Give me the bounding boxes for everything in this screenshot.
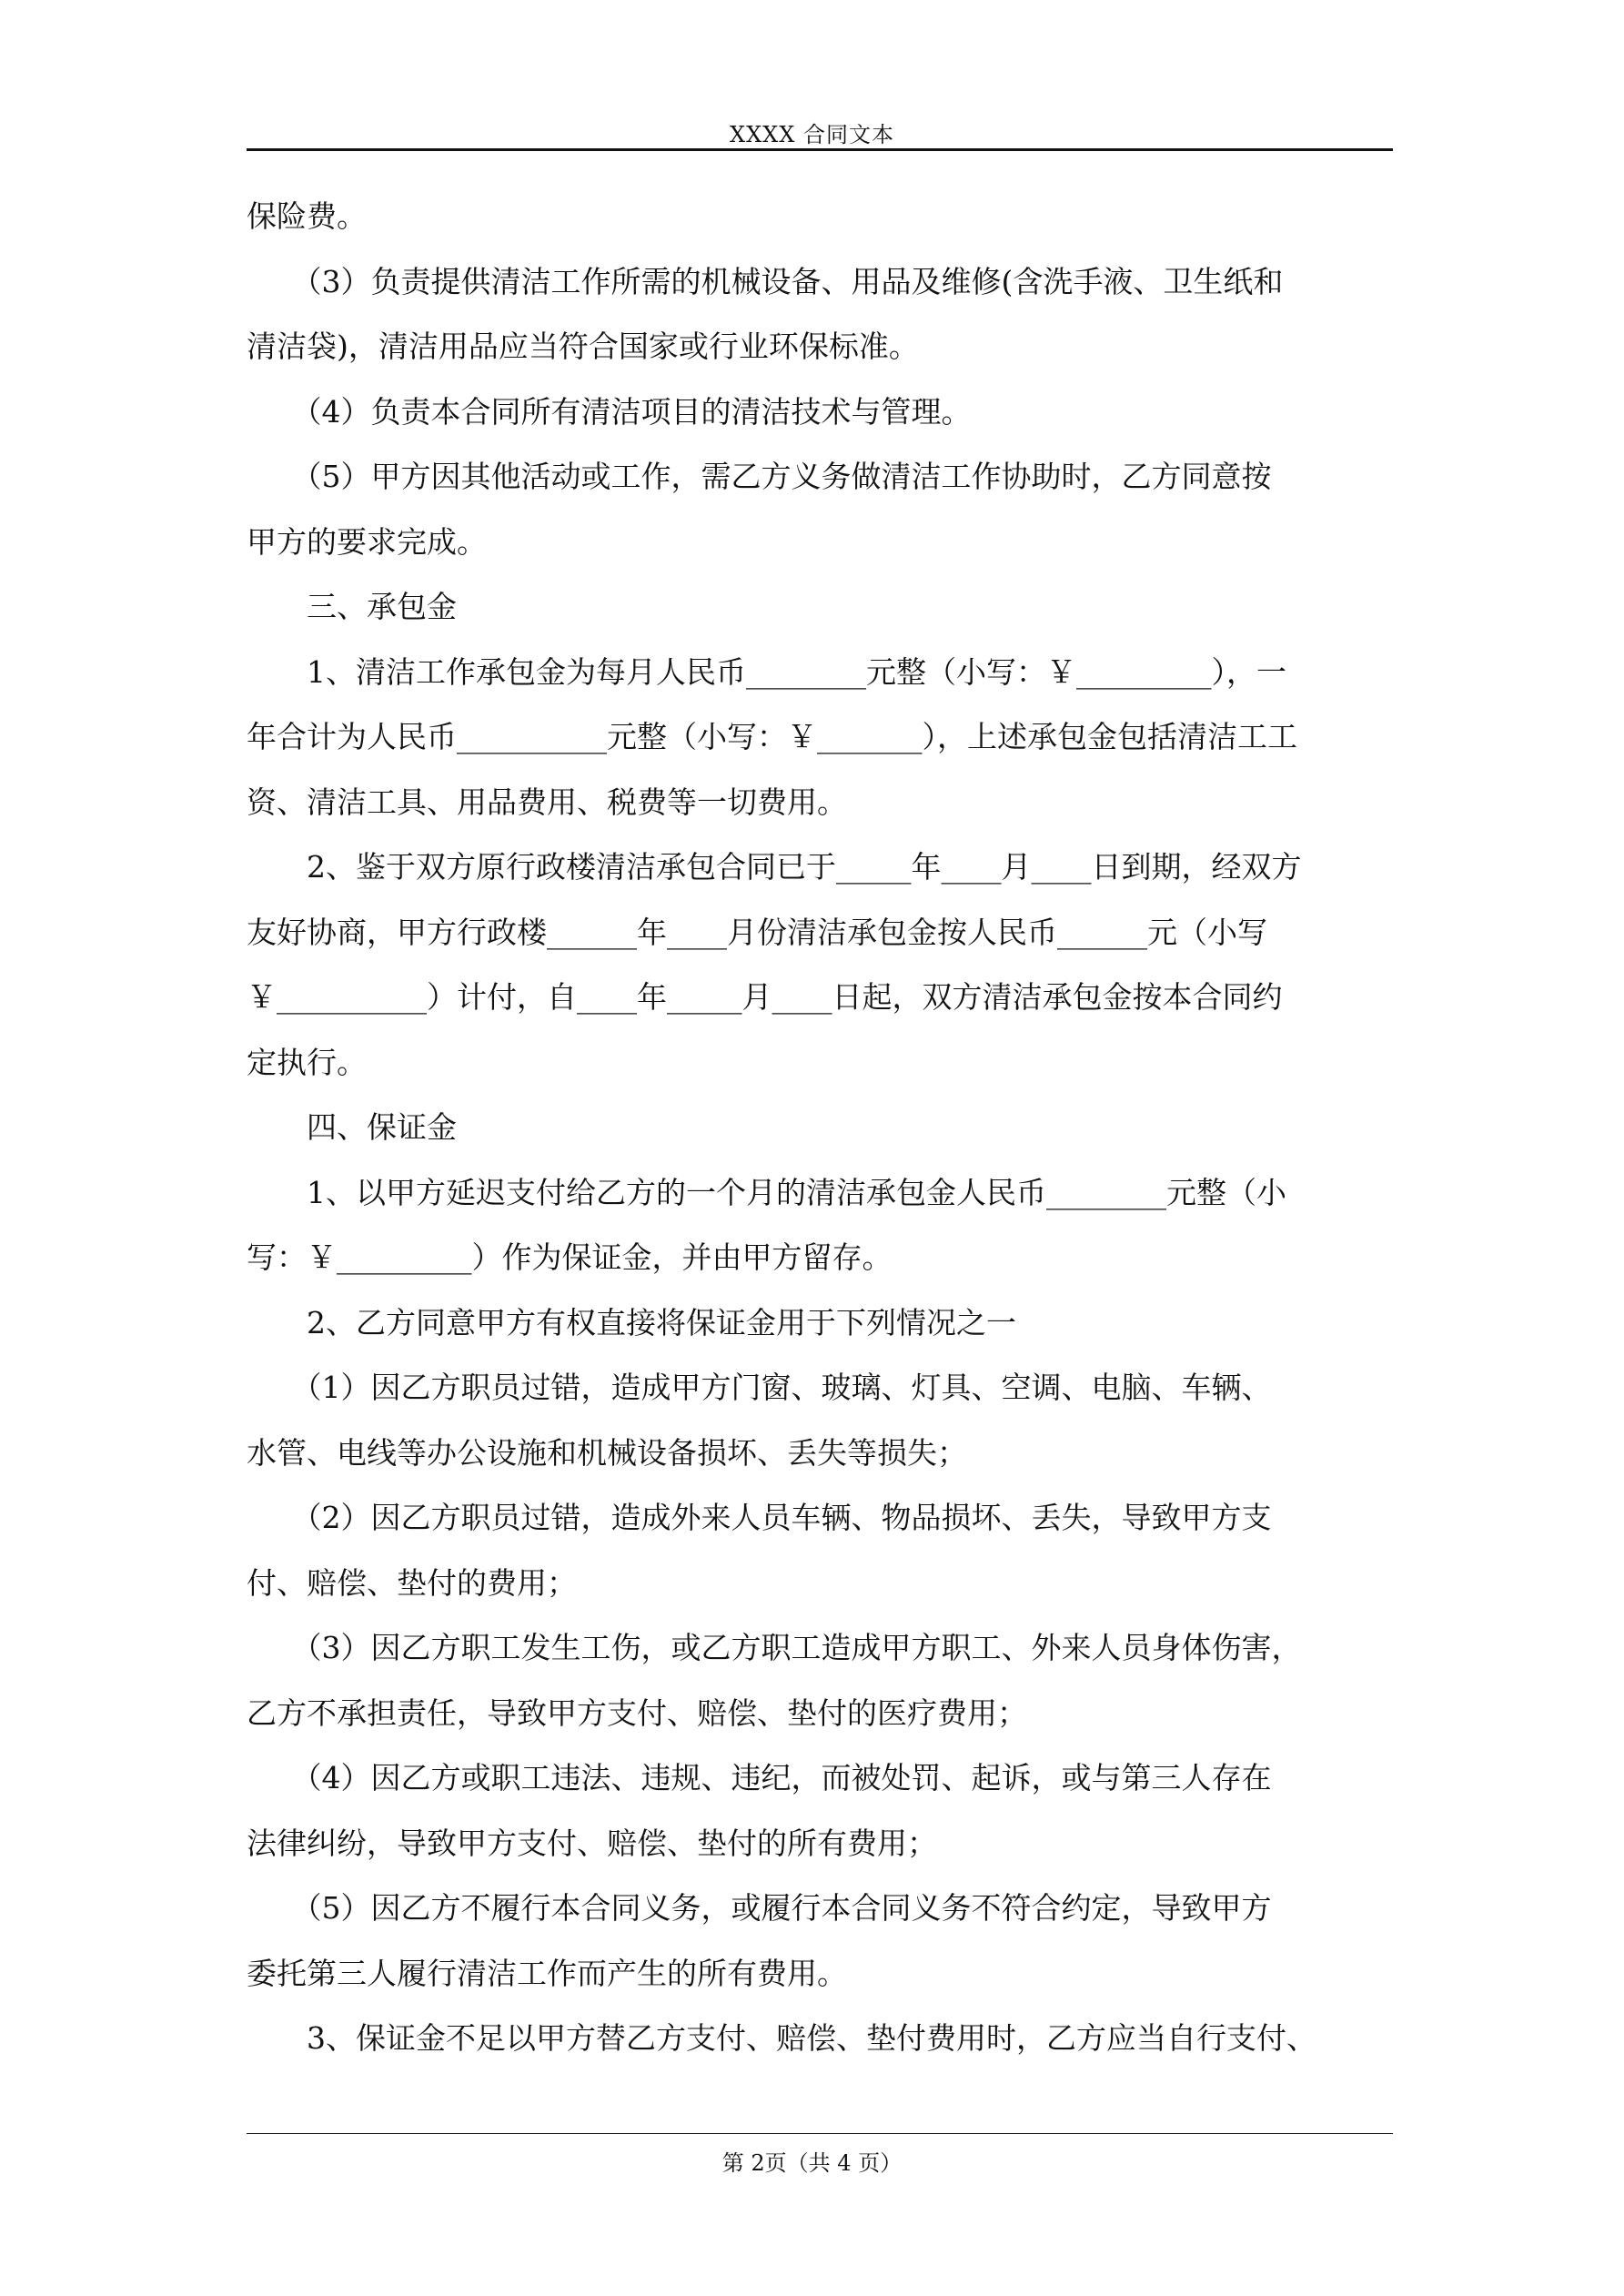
page-number: 第 2页（共 4 页） xyxy=(721,2150,903,2176)
section-heading-contract-fee: 三、承包金 xyxy=(247,589,457,624)
body-line: （3）因乙方职工发生工伤，或乙方职工造成甲方职工、外来人员身体伤害， xyxy=(247,1630,1302,1665)
body-line: （2）因乙方职员过错，造成外来人员车辆、物品损坏、丢失，导致甲方支 xyxy=(247,1500,1272,1535)
document-body xyxy=(247,184,1393,2071)
body-line: 资、清洁工具、用品费用、税费等一切费用。 xyxy=(247,784,847,820)
body-line: （1）因乙方职员过错，造成甲方门窗、玻璃、灯具、空调、电脑、车辆、 xyxy=(247,1370,1272,1405)
body-line: 写：￥_________）作为保证金，并由甲方留存。 xyxy=(247,1239,893,1275)
body-line: 委托第三人履行清洁工作而产生的所有费用。 xyxy=(247,1955,847,1991)
body-line: （4）负责本合同所有清洁项目的清洁技术与管理。 xyxy=(247,393,972,430)
body-line: （4）因乙方或职工违法、违规、违纪，而被处罚、起诉，或与第三人存在 xyxy=(247,1760,1272,1795)
body-line: 定执行。 xyxy=(247,1044,367,1080)
footer-divider xyxy=(247,2133,1393,2134)
body-line: 付、赔偿、垫付的费用； xyxy=(247,1564,577,1601)
body-line: 1、清洁工作承包金为每月人民币________元整（小写：￥_________），一 xyxy=(247,653,1286,690)
header-divider xyxy=(247,148,1393,151)
body-line: 保险费。 xyxy=(247,198,367,234)
body-line: （3）负责提供清洁工作所需的机械设备、用品及维修(含洗手液、卫生纸和 xyxy=(247,263,1284,299)
body-line: 法律纠纷，导致甲方支付、赔偿、垫付的所有费用； xyxy=(247,1825,937,1861)
section-heading-deposit: 四、保证金 xyxy=(247,1109,457,1145)
body-line: 乙方不承担责任，导致甲方支付、赔偿、垫付的医疗费用； xyxy=(247,1694,1027,1731)
body-line: 友好协商，甲方行政楼______年____月份清洁承包金按人民币______元（小写 xyxy=(247,914,1267,950)
body-line: ￥__________）计付，自____年_____月____日起，双方清洁承包金按本合同约 xyxy=(247,979,1283,1015)
body-line: 2、鉴于双方原行政楼清洁承包合同已于_____年____月____日到期，经双方 xyxy=(247,849,1302,885)
body-line: （5）因乙方不履行本合同义务，或履行本合同义务不符合约定，导致甲方 xyxy=(247,1890,1272,1926)
body-line: （5）甲方因其他活动或工作，需乙方义务做清洁工作协助时，乙方同意按 xyxy=(247,459,1272,494)
body-line: 甲方的要求完成。 xyxy=(247,523,487,560)
body-line: 2、乙方同意甲方有权直接将保证金用于下列情况之一 xyxy=(247,1304,1016,1340)
body-line: 1、以甲方延迟支付给乙方的一个月的清洁承包金人民币________元整（小 xyxy=(247,1174,1286,1210)
body-line: 年合计为人民币__________元整（小写：￥_______），上述承包金包括清洁工工 xyxy=(247,719,1297,754)
body-line: 清洁袋)，清洁用品应当符合国家或行业环保标准。 xyxy=(247,329,919,364)
body-line: 3、保证金不足以甲方替乙方支付、赔偿、垫付费用时，乙方应当自行支付、 xyxy=(247,2020,1316,2056)
document-header-title: XXXX 合同文本 xyxy=(730,122,894,147)
body-line: 水管、电线等办公设施和机械设备损坏、丢失等损失； xyxy=(247,1434,967,1471)
